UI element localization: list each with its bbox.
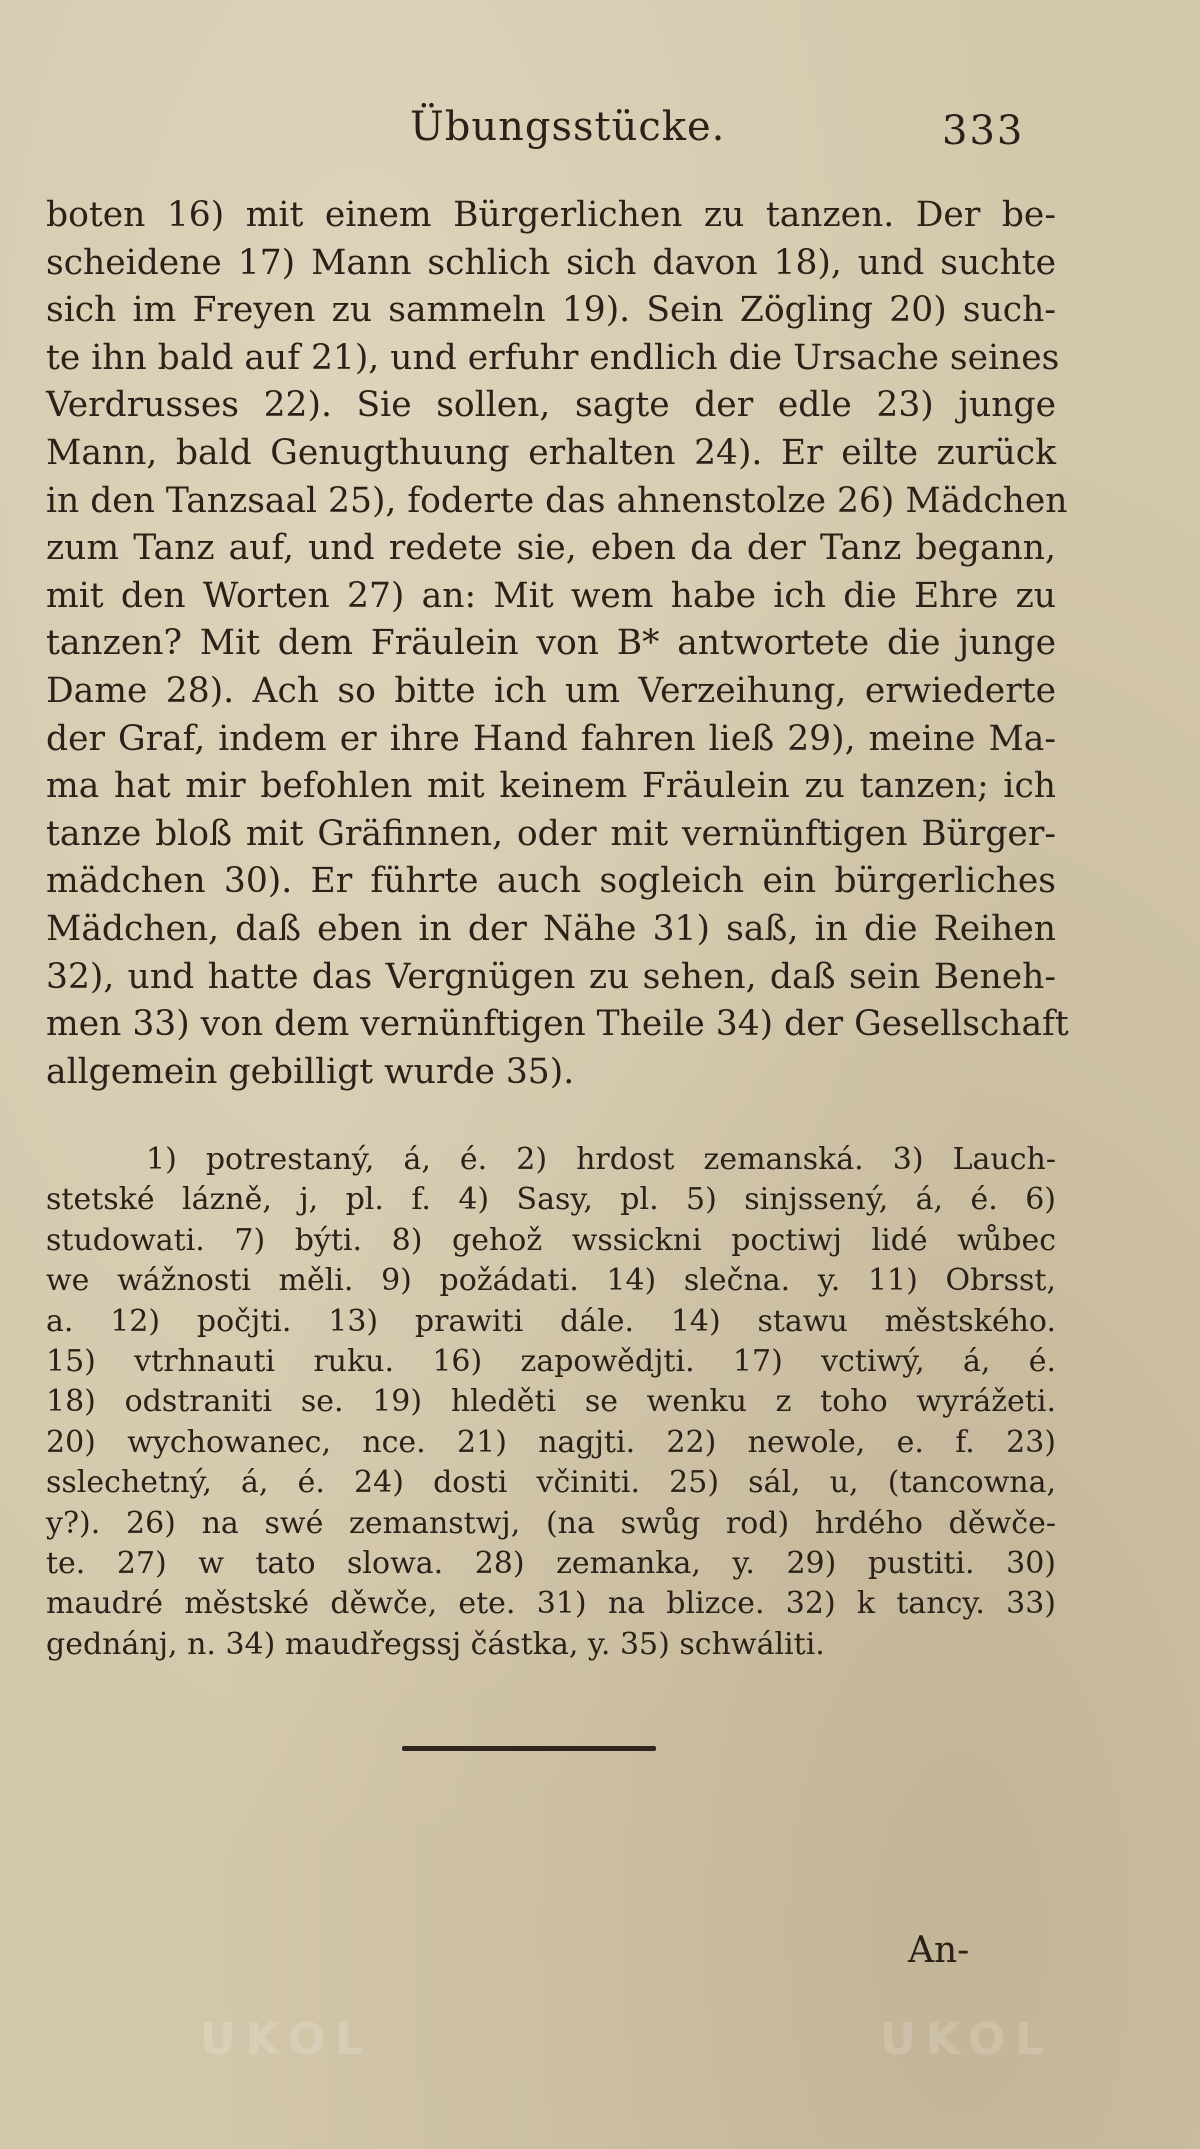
text-line: sich im Freyen zu sammeln 19). Sein Zögling 20) such-	[46, 290, 1056, 331]
note-line: 18) odstraniti se. 19) hleděti se wenku z toho wyrážeti.	[46, 1384, 1056, 1420]
note-line: te. 27) w tato slowa. 28) zemanka, y. 29) pustiti. 30)	[46, 1545, 1056, 1581]
running-title: Übungsstücke.	[410, 104, 726, 150]
text-line: in den Tanzsaal 25), foderte das ahnenstolze 26) Mädchen	[46, 480, 1068, 521]
note-line: maudré městské děwče, ete. 31) na blizce. 32) k tancy. 33)	[46, 1586, 1056, 1622]
text-line: te ihn bald auf 21), und erfuhr endlich die Ursache seines	[46, 337, 1060, 378]
note-line: y?). 26) na swé zemanstwj, (na swůg rod) hrdého děwče-	[46, 1505, 1056, 1541]
text-line: Verdrusses 22). Sie sollen, sagte der edle 23) junge	[46, 385, 1056, 426]
main-text	[46, 192, 1069, 1096]
note-line: stetské lázně, j, pl. f. 4) Sasy, pl. 5) sinjssený, á, é. 6)	[46, 1182, 1056, 1218]
library-watermark: UKOL	[200, 2014, 374, 2065]
library-watermark: UKOL	[880, 2014, 1054, 2065]
text-line: Mädchen, daß eben in der Nähe 31) saß, in die Reihen	[46, 908, 1056, 949]
text-line: men 33) von dem vernünftigen Theile 34) der Gesellschaft	[46, 1004, 1069, 1045]
text-line: zum Tanz auf, und redete sie, eben da der Tanz begann,	[46, 528, 1056, 569]
text-line: Mann, bald Genugthuung erhalten 24). Er eilte zurück	[46, 432, 1056, 473]
note-line: a. 12) počjti. 13) prawiti dále. 14) stawu městského.	[46, 1303, 1056, 1339]
text-line: tanze bloß mit Gräfinnen, oder mit vernünftigen Bürger-	[46, 813, 1056, 854]
note-line: 15) vtrhnauti ruku. 16) zapowědjti. 17) vctiwý, á, é.	[46, 1343, 1056, 1379]
text-line: ma hat mir befohlen mit keinem Fräulein zu tanzen; ich	[46, 766, 1056, 807]
text-line: tanzen? Mit dem Fräulein von B* antwortete die junge	[46, 623, 1056, 664]
text-line: mit den Worten 27) an: Mit wem habe ich die Ehre zu	[46, 575, 1056, 616]
page-header	[0, 104, 1200, 164]
note-line: 1) potrestaný, á, é. 2) hrdost zemanská. 3) Lauch-	[146, 1142, 1056, 1177]
vocabulary-notes	[46, 1140, 1056, 1665]
text-line: allgemein gebilligt wurde 35).	[46, 1051, 575, 1092]
text-line: Dame 28). Ach so bitte ich um Verzeihung, erwiederte	[46, 670, 1056, 711]
text-line: der Graf, indem er ihre Hand fahren ließ 29), meine Ma-	[46, 718, 1056, 759]
note-line: studowati. 7) býti. 8) gehož wssickni poctiwj lidé wůbec	[46, 1222, 1056, 1258]
text-line: 32), und hatte das Vergnügen zu sehen, daß sein Beneh-	[46, 956, 1056, 997]
note-line: sslechetný, á, é. 24) dosti včiniti. 25) sál, u, (tancowna,	[46, 1465, 1056, 1501]
section-divider	[402, 1746, 656, 1751]
page-number: 333	[942, 108, 1025, 154]
note-line: we wážnosti měli. 9) požádati. 14) slečna. y. 11) Obrsst,	[46, 1263, 1056, 1299]
text-line: boten 16) mit einem Bürgerlichen zu tanzen. Der be-	[46, 195, 1056, 235]
catchword: An-	[908, 1930, 970, 1971]
note-line: 20) wychowanec, nce. 21) nagjti. 22) newole, e. f. 23)	[46, 1424, 1056, 1460]
text-line: mädchen 30). Er führte auch sogleich ein bürgerliches	[46, 861, 1056, 902]
note-line: gednánj, n. 34) maudřegssj částka, y. 35) schwáliti.	[46, 1626, 825, 1662]
text-line: scheidene 17) Mann schlich sich davon 18), und suchte	[46, 242, 1056, 283]
